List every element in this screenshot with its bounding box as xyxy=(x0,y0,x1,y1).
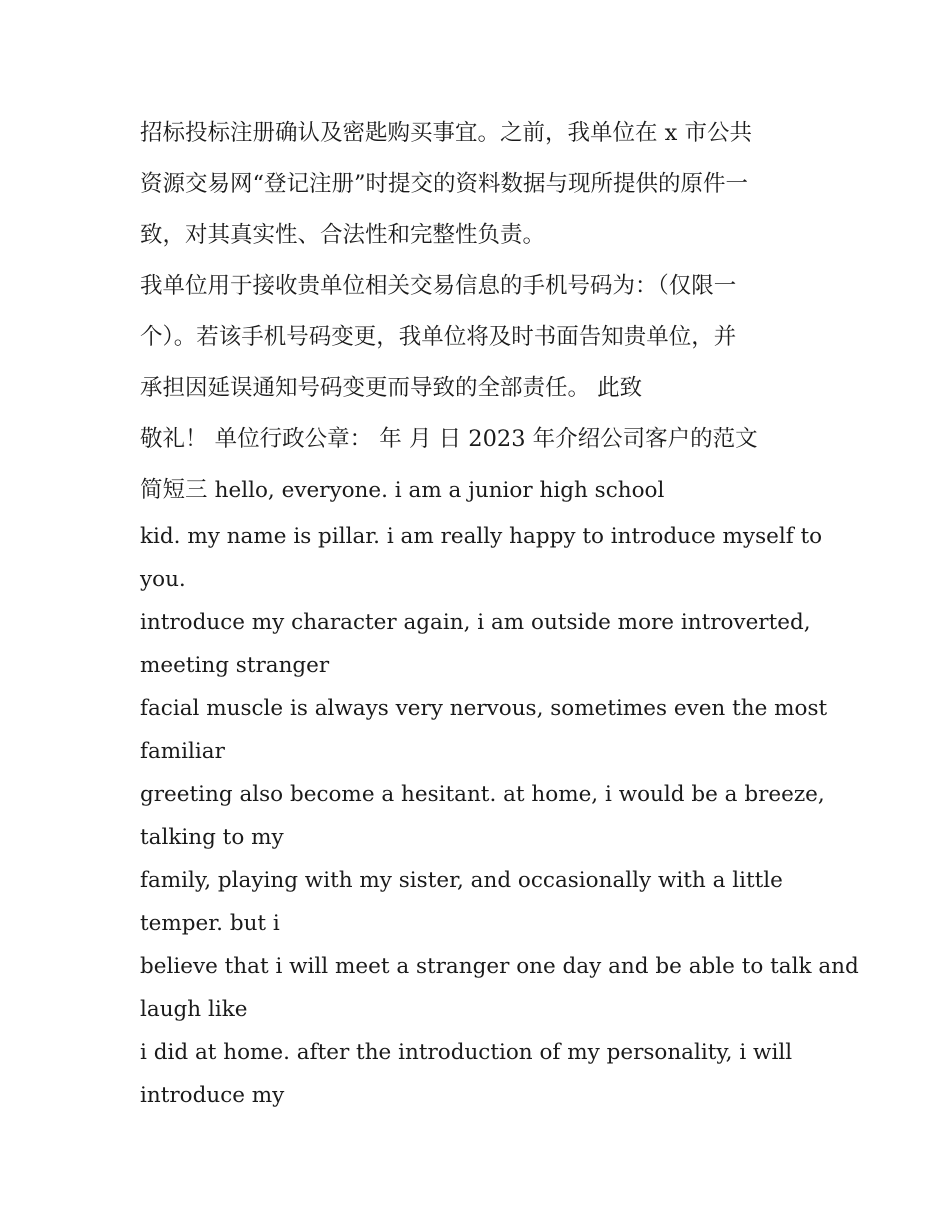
text-line: kid. my name is pillar. i am really happy to introduce myself to xyxy=(140,524,823,549)
text-segment-english: hello, everyone. i am a junior high school xyxy=(214,478,665,503)
text-line: facial muscle is always very nervous, sometimes even the most xyxy=(140,696,828,721)
text-segment-chinese: 简短三 xyxy=(140,477,215,503)
document-page xyxy=(140,108,859,1117)
english-paragraphs xyxy=(140,515,859,1117)
mixed-text-line xyxy=(140,465,820,515)
text-line: family, playing with my sister, and occasionally with a little xyxy=(140,868,783,893)
text-line: greeting also become a hesitant. at home, i would be a breeze, xyxy=(140,782,825,807)
text-line: you. xyxy=(140,567,186,592)
text-line: 我单位用于接收贵单位相关交易信息的手机号码为：（仅限一 xyxy=(140,273,737,299)
text-line: believe that i will meet a stranger one day and be able to talk and xyxy=(140,954,859,979)
text-line: talking to my xyxy=(140,825,284,850)
text-line: 承担因延误通知号码变更而导致的全部责任。 此致 xyxy=(140,375,643,401)
text-line: 资源交易网“登记注册”时提交的资料数据与现所提供的原件一 xyxy=(140,171,749,197)
chinese-paragraphs xyxy=(140,108,820,465)
text-line: 敬礼！ 单位行政公章： 年 月 日 2023 年介绍公司客户的范文 xyxy=(140,426,758,452)
text-line: laugh like xyxy=(140,997,248,1022)
text-line: i did at home. after the introduction of my personality, i will xyxy=(140,1040,793,1065)
text-line: 致，对其真实性、合法性和完整性负责。 xyxy=(140,222,546,248)
text-line: introduce my character again, i am outside more introverted, xyxy=(140,610,811,635)
text-line: familiar xyxy=(140,739,225,764)
text-line: 招标投标注册确认及密匙购买事宜。之前，我单位在 x 市公共 xyxy=(140,120,752,146)
text-line: temper. but i xyxy=(140,911,280,936)
text-line: 个）。若该手机号码变更，我单位将及时书面告知贵单位，并 xyxy=(140,324,737,350)
text-line: meeting stranger xyxy=(140,653,330,678)
text-line: introduce my xyxy=(140,1083,285,1108)
